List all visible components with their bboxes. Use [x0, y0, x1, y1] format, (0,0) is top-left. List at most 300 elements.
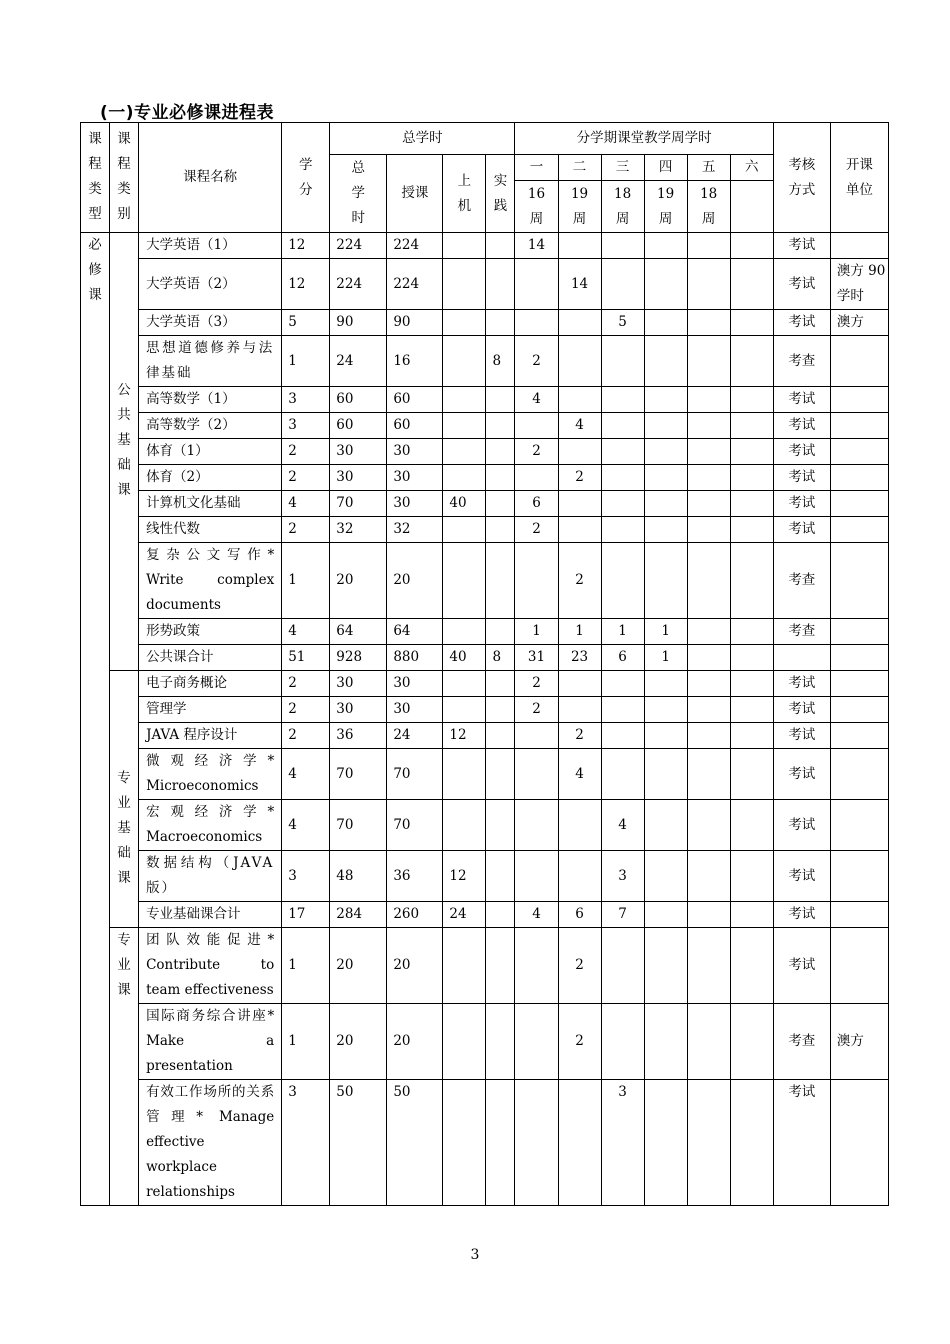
table-row [81, 413, 889, 439]
cell-s5 [687, 671, 730, 697]
header-course-category: 课 程 类 别 [110, 123, 139, 233]
course-name: 高等数学（2） [139, 413, 282, 439]
cell-total: 32 [330, 517, 387, 543]
cell-s5 [687, 800, 730, 851]
cell-s3: 6 [601, 645, 644, 671]
cell-s2: 4 [558, 413, 601, 439]
cell-practice: 8 [486, 336, 515, 387]
cell-s2 [558, 233, 601, 259]
cell-computer: 24 [443, 902, 486, 928]
cell-s1 [515, 851, 558, 902]
header-semester-hours: 分学期课堂教学周学时 [515, 123, 773, 155]
cell-computer [443, 619, 486, 645]
cell-s2: 23 [558, 645, 601, 671]
cell-total: 36 [330, 723, 387, 749]
header-weeks-4: 19 周 [644, 181, 687, 233]
header-practice: 实 践 [486, 155, 515, 233]
cell-s3: 1 [601, 619, 644, 645]
cell-lecture: 30 [387, 671, 443, 697]
cell-credit: 1 [282, 336, 330, 387]
cell-s3 [601, 723, 644, 749]
cell-s4 [644, 1080, 687, 1206]
cell-exam: 考试 [773, 491, 830, 517]
cell-s5 [687, 749, 730, 800]
cell-s3 [601, 1004, 644, 1080]
cell-s5 [687, 645, 730, 671]
cell-dept [830, 851, 888, 902]
cell-s3 [601, 465, 644, 491]
cell-s4 [644, 671, 687, 697]
cell-s6 [730, 800, 773, 851]
cell-total: 30 [330, 697, 387, 723]
cell-s4 [644, 543, 687, 619]
cell-total: 70 [330, 749, 387, 800]
table-row [81, 928, 889, 1004]
cell-s2 [558, 800, 601, 851]
cell-lecture: 64 [387, 619, 443, 645]
header-semester-5: 五 [687, 155, 730, 181]
cell-lecture: 70 [387, 749, 443, 800]
cell-practice [486, 800, 515, 851]
cell-s6 [730, 723, 773, 749]
cell-lecture: 20 [387, 928, 443, 1004]
cell-dept [830, 543, 888, 619]
cell-dept [830, 491, 888, 517]
course-type-required: 必 修 课 [81, 233, 110, 1206]
cell-computer [443, 800, 486, 851]
cell-credit: 1 [282, 928, 330, 1004]
course-name: 大学英语（3） [139, 310, 282, 336]
cell-s6 [730, 491, 773, 517]
cell-total: 60 [330, 413, 387, 439]
cell-s1 [515, 465, 558, 491]
cell-s2 [558, 491, 601, 517]
cell-dept: 澳方 [830, 310, 888, 336]
course-name: 体育（1） [139, 439, 282, 465]
header-semester-2: 二 [558, 155, 601, 181]
cell-exam: 考查 [773, 543, 830, 619]
cell-total: 20 [330, 1004, 387, 1080]
table-row [81, 902, 889, 928]
cell-s5 [687, 543, 730, 619]
table-row [81, 310, 889, 336]
cell-total: 70 [330, 491, 387, 517]
cell-s4 [644, 413, 687, 439]
section-title: (一)专业必修课进程表 [100, 103, 275, 123]
cell-s1: 31 [515, 645, 558, 671]
cell-practice [486, 671, 515, 697]
cell-computer [443, 413, 486, 439]
course-name: 宏观经济学* Macroeconomics [139, 800, 282, 851]
cell-s3: 3 [601, 1080, 644, 1206]
cell-credit: 2 [282, 465, 330, 491]
cell-credit: 4 [282, 800, 330, 851]
header-semester-6: 六 [730, 155, 773, 181]
course-name: 专业基础课合计 [139, 902, 282, 928]
cell-computer: 40 [443, 645, 486, 671]
header-total-sub: 总 学 时 [330, 155, 387, 233]
cell-s5 [687, 1004, 730, 1080]
cell-total: 90 [330, 310, 387, 336]
table-row [81, 387, 889, 413]
cell-s2: 4 [558, 749, 601, 800]
cell-lecture: 224 [387, 233, 443, 259]
cell-s2: 2 [558, 928, 601, 1004]
cell-s3 [601, 491, 644, 517]
header-weeks-5: 18 周 [687, 181, 730, 233]
cell-lecture: 60 [387, 413, 443, 439]
cell-computer [443, 543, 486, 619]
cell-exam: 考试 [773, 259, 830, 310]
cell-practice [486, 491, 515, 517]
cell-s4 [644, 259, 687, 310]
cell-credit: 1 [282, 1004, 330, 1080]
cell-s1: 14 [515, 233, 558, 259]
header-semester-1: 一 [515, 155, 558, 181]
cell-dept [830, 928, 888, 1004]
cell-s6 [730, 619, 773, 645]
cell-s5 [687, 310, 730, 336]
cell-s1: 4 [515, 387, 558, 413]
cell-s4 [644, 723, 687, 749]
cell-s2 [558, 671, 601, 697]
cell-exam: 考试 [773, 851, 830, 902]
course-name: 复杂公文写作* Write complex documents [139, 543, 282, 619]
cell-exam: 考查 [773, 1004, 830, 1080]
cell-s4 [644, 517, 687, 543]
cell-practice [486, 310, 515, 336]
cell-credit: 17 [282, 902, 330, 928]
cell-exam: 考试 [773, 902, 830, 928]
cell-s3 [601, 749, 644, 800]
cell-lecture: 24 [387, 723, 443, 749]
cell-exam: 考试 [773, 671, 830, 697]
cell-s3 [601, 233, 644, 259]
cell-credit: 2 [282, 723, 330, 749]
course-name: 形势政策 [139, 619, 282, 645]
cell-s1: 2 [515, 671, 558, 697]
cell-computer: 12 [443, 851, 486, 902]
header-weeks-3: 18 周 [601, 181, 644, 233]
cell-exam [773, 645, 830, 671]
cell-exam: 考试 [773, 413, 830, 439]
header-semester-4: 四 [644, 155, 687, 181]
cell-total: 24 [330, 336, 387, 387]
header-dept: 开课 单位 [830, 123, 888, 233]
header-exam-method: 考核 方式 [773, 123, 830, 233]
cell-dept [830, 413, 888, 439]
cell-practice [486, 928, 515, 1004]
cell-s4 [644, 928, 687, 1004]
cell-exam: 考试 [773, 928, 830, 1004]
cell-s3: 5 [601, 310, 644, 336]
table-row [81, 851, 889, 902]
cell-s4 [644, 387, 687, 413]
header-weeks-1: 16 周 [515, 181, 558, 233]
cell-practice [486, 851, 515, 902]
table-row [81, 749, 889, 800]
cell-s6 [730, 259, 773, 310]
cell-s2 [558, 851, 601, 902]
cell-dept [830, 465, 888, 491]
cell-s6 [730, 671, 773, 697]
cell-s6 [730, 749, 773, 800]
cell-s1 [515, 800, 558, 851]
cell-s1: 6 [515, 491, 558, 517]
cell-exam: 考试 [773, 749, 830, 800]
cell-exam: 考查 [773, 619, 830, 645]
cell-s6 [730, 543, 773, 619]
cell-lecture: 880 [387, 645, 443, 671]
cell-practice [486, 465, 515, 491]
course-name: 数据结构（JAVA 版） [139, 851, 282, 902]
cell-dept [830, 671, 888, 697]
cell-total: 30 [330, 671, 387, 697]
cell-s6 [730, 1080, 773, 1206]
cell-s5 [687, 491, 730, 517]
cell-lecture: 30 [387, 439, 443, 465]
cell-s5 [687, 928, 730, 1004]
cell-s5 [687, 723, 730, 749]
cell-dept [830, 439, 888, 465]
cell-s5 [687, 902, 730, 928]
cell-dept: 澳方 [830, 1004, 888, 1080]
cell-s5 [687, 413, 730, 439]
cell-computer [443, 1004, 486, 1080]
cell-credit: 3 [282, 851, 330, 902]
cell-s4 [644, 851, 687, 902]
cell-computer [443, 697, 486, 723]
cell-s2: 14 [558, 259, 601, 310]
cell-s3 [601, 439, 644, 465]
cell-dept [830, 1080, 888, 1206]
cell-s6 [730, 902, 773, 928]
cell-s1 [515, 310, 558, 336]
course-name: 微观经济学* Microeconomics [139, 749, 282, 800]
cell-practice [486, 439, 515, 465]
course-name: 思想道德修养与法律基础 [139, 336, 282, 387]
cell-s6 [730, 310, 773, 336]
header-credit: 学 分 [282, 123, 330, 233]
cell-s5 [687, 697, 730, 723]
cell-lecture: 50 [387, 1080, 443, 1206]
cell-computer [443, 233, 486, 259]
cell-s2: 2 [558, 723, 601, 749]
header-computer: 上 机 [443, 155, 486, 233]
cell-computer [443, 439, 486, 465]
cell-practice [486, 259, 515, 310]
cell-lecture: 36 [387, 851, 443, 902]
cell-practice [486, 543, 515, 619]
table-row [81, 645, 889, 671]
cell-credit: 3 [282, 413, 330, 439]
cell-exam: 考试 [773, 233, 830, 259]
cell-credit: 3 [282, 387, 330, 413]
cell-s6 [730, 336, 773, 387]
header-course-type: 课 程 类 型 [81, 123, 110, 233]
course-name: 高等数学（1） [139, 387, 282, 413]
course-name: 国际商务综合讲座* Make a presentation [139, 1004, 282, 1080]
page-number: 3 [470, 1247, 480, 1263]
cell-s1 [515, 413, 558, 439]
table-row [81, 491, 889, 517]
course-name: 计算机文化基础 [139, 491, 282, 517]
cell-s6 [730, 928, 773, 1004]
cell-exam: 考试 [773, 800, 830, 851]
cell-s3 [601, 259, 644, 310]
cell-lecture: 16 [387, 336, 443, 387]
cell-exam: 考试 [773, 697, 830, 723]
cell-s2 [558, 439, 601, 465]
course-name: 管理学 [139, 697, 282, 723]
table-row [81, 800, 889, 851]
cell-s1 [515, 1080, 558, 1206]
cell-s1 [515, 259, 558, 310]
cell-total: 48 [330, 851, 387, 902]
cell-practice [486, 749, 515, 800]
cell-s4 [644, 902, 687, 928]
table-row [81, 336, 889, 387]
cell-lecture: 224 [387, 259, 443, 310]
cell-s3 [601, 387, 644, 413]
cell-total: 30 [330, 439, 387, 465]
cell-s5 [687, 619, 730, 645]
cell-total: 224 [330, 259, 387, 310]
table-row [81, 671, 889, 697]
cell-s6 [730, 697, 773, 723]
cell-computer [443, 310, 486, 336]
cell-exam: 考查 [773, 336, 830, 387]
cell-credit: 2 [282, 697, 330, 723]
cell-total: 928 [330, 645, 387, 671]
cell-credit: 2 [282, 517, 330, 543]
cell-dept [830, 645, 888, 671]
cell-credit: 2 [282, 439, 330, 465]
cell-practice [486, 619, 515, 645]
cell-s3 [601, 336, 644, 387]
course-name: 有效工作场所的关系管理* Manage effective workplace relationships [139, 1080, 282, 1206]
cell-s5 [687, 1080, 730, 1206]
course-name: 线性代数 [139, 517, 282, 543]
cell-s6 [730, 645, 773, 671]
cell-practice [486, 1004, 515, 1080]
cell-dept [830, 902, 888, 928]
cell-s2 [558, 387, 601, 413]
table-row [81, 697, 889, 723]
cell-s4 [644, 233, 687, 259]
cell-exam: 考试 [773, 1080, 830, 1206]
cell-s6 [730, 465, 773, 491]
cell-practice [486, 413, 515, 439]
cell-computer [443, 671, 486, 697]
cell-s1 [515, 928, 558, 1004]
cell-credit: 4 [282, 619, 330, 645]
cell-exam: 考试 [773, 465, 830, 491]
cell-credit: 4 [282, 491, 330, 517]
cell-s4: 1 [644, 645, 687, 671]
cell-total: 20 [330, 543, 387, 619]
header-weeks-6 [730, 181, 773, 233]
cell-s5 [687, 387, 730, 413]
cell-s3: 7 [601, 902, 644, 928]
cell-s4 [644, 697, 687, 723]
cell-s1: 2 [515, 439, 558, 465]
header-total-hours: 总学时 [330, 123, 515, 155]
cell-s1: 2 [515, 697, 558, 723]
cell-s3 [601, 413, 644, 439]
cell-computer [443, 928, 486, 1004]
cell-dept [830, 387, 888, 413]
cell-s6 [730, 517, 773, 543]
cell-s4 [644, 439, 687, 465]
cell-exam: 考试 [773, 439, 830, 465]
cell-practice [486, 723, 515, 749]
cell-lecture: 260 [387, 902, 443, 928]
cell-s5 [687, 336, 730, 387]
cell-s4 [644, 310, 687, 336]
cell-computer: 40 [443, 491, 486, 517]
cell-s4 [644, 336, 687, 387]
cell-total: 70 [330, 800, 387, 851]
table-row [81, 1080, 889, 1206]
cell-s2: 6 [558, 902, 601, 928]
cell-s5 [687, 465, 730, 491]
cell-s6 [730, 1004, 773, 1080]
cell-s2 [558, 517, 601, 543]
cell-dept [830, 233, 888, 259]
cell-s5 [687, 851, 730, 902]
cell-lecture: 70 [387, 800, 443, 851]
cell-credit: 5 [282, 310, 330, 336]
cell-credit: 51 [282, 645, 330, 671]
header-weeks-2: 19 周 [558, 181, 601, 233]
cell-credit: 2 [282, 671, 330, 697]
cell-s5 [687, 233, 730, 259]
table-row [81, 439, 889, 465]
cell-total: 60 [330, 387, 387, 413]
course-name: 公共课合计 [139, 645, 282, 671]
table-row [81, 517, 889, 543]
course-name: 大学英语（1） [139, 233, 282, 259]
cell-s1: 4 [515, 902, 558, 928]
cell-s2: 2 [558, 465, 601, 491]
cell-exam: 考试 [773, 723, 830, 749]
course-name: 团队效能促进* Contribute to team effectiveness [139, 928, 282, 1004]
cell-s4 [644, 491, 687, 517]
cell-practice [486, 233, 515, 259]
cell-s5 [687, 517, 730, 543]
cell-s3 [601, 543, 644, 619]
cell-s3 [601, 517, 644, 543]
cell-s3 [601, 697, 644, 723]
cell-lecture: 60 [387, 387, 443, 413]
header-lecture: 授课 [387, 155, 443, 233]
cell-s6 [730, 413, 773, 439]
course-name: 电子商务概论 [139, 671, 282, 697]
cell-s4 [644, 1004, 687, 1080]
cell-s2 [558, 310, 601, 336]
cell-dept [830, 517, 888, 543]
cell-s6 [730, 387, 773, 413]
cell-practice: 8 [486, 645, 515, 671]
cell-dept [830, 749, 888, 800]
table-row [81, 233, 889, 259]
cell-practice [486, 387, 515, 413]
cell-s4 [644, 800, 687, 851]
cell-total: 50 [330, 1080, 387, 1206]
cell-lecture: 20 [387, 1004, 443, 1080]
cell-practice [486, 902, 515, 928]
